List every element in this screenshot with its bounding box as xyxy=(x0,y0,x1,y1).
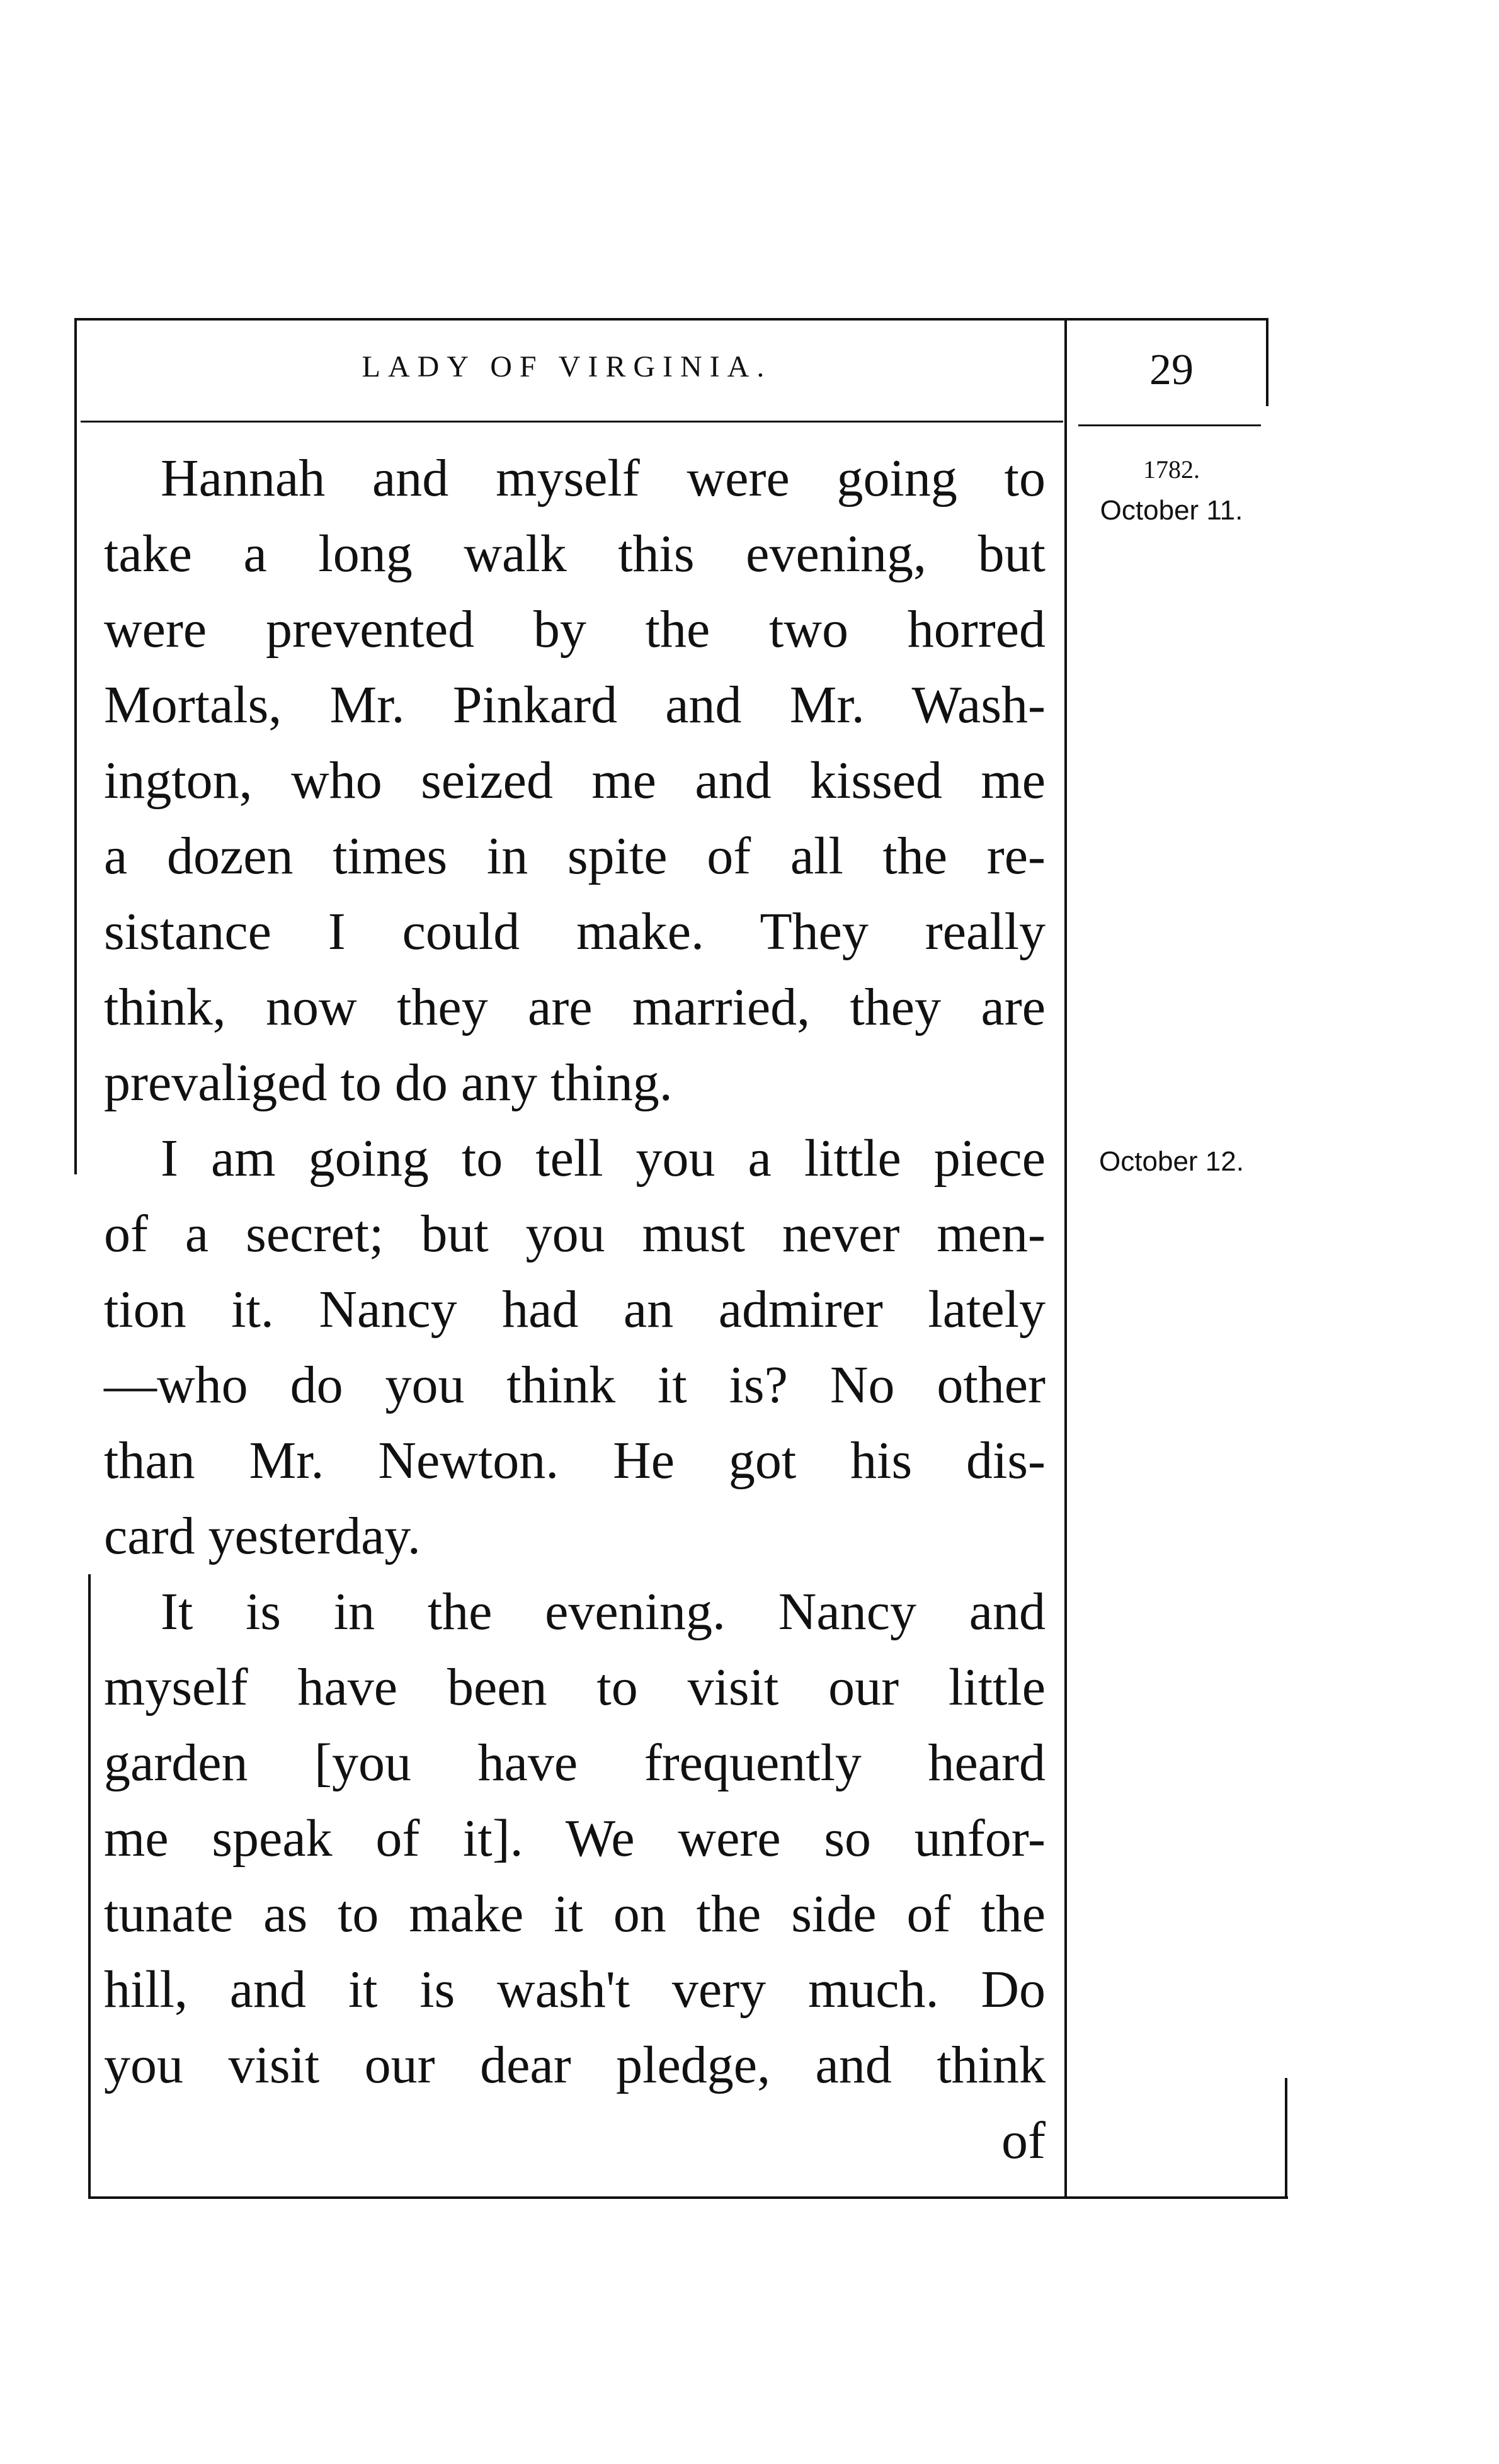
catchword: of xyxy=(1001,2111,1046,2170)
page-number: 29 xyxy=(1149,346,1194,394)
column-divider-rule xyxy=(1064,318,1067,2198)
running-title: LADY OF VIRGINIA. xyxy=(362,350,772,383)
margin-date-october-11: October 11. xyxy=(1100,495,1243,526)
text-line: than Mr. Newton. He got his dis- xyxy=(104,1431,1046,1490)
text-line: prevaliged to do any thing. xyxy=(104,1053,673,1112)
text-line: tunate as to make it on the side of the xyxy=(104,1885,1046,1943)
header-underline-left xyxy=(81,421,1063,423)
text-line: sistance I could make. They really xyxy=(104,902,1046,961)
text-line: hill, and it is wash't very much. Do xyxy=(104,1960,1046,2019)
text-line: tion it. Nancy had an admirer lately xyxy=(104,1280,1046,1339)
text-line: card yesterday. xyxy=(104,1507,421,1565)
text-line: I am going to tell you a little piece xyxy=(161,1129,1046,1188)
text-line: of a secret; but you must never men- xyxy=(104,1205,1046,1263)
text-line: garden [you have frequently heard xyxy=(104,1734,1046,1792)
text-line: Mortals, Mr. Pinkard and Mr. Wash- xyxy=(104,676,1046,734)
text-line: you visit our dear pledge, and think xyxy=(104,2036,1046,2094)
text-line: Hannah and myself were going to xyxy=(161,449,1046,508)
text-line: me speak of it]. We were so unfor- xyxy=(104,1809,1046,1868)
text-line: take a long walk this evening, but xyxy=(104,525,1046,583)
text-line: It is in the evening. Nancy and xyxy=(161,1582,1046,1641)
margin-year: 1782. xyxy=(1143,455,1200,484)
top-border-rule xyxy=(76,318,1266,321)
left-border-rule xyxy=(74,318,77,1174)
letter-body xyxy=(104,441,1046,2179)
text-line: —who do you think it is? No other xyxy=(104,1356,1046,1414)
header-underline-right xyxy=(1078,424,1261,426)
text-line: were prevented by the two horred xyxy=(104,600,1046,659)
right-border-rule-lower xyxy=(1285,2078,1287,2198)
bottom-border-rule xyxy=(88,2196,1288,2199)
text-line: ington, who seized me and kissed me xyxy=(104,751,1046,810)
left-border-rule-lower xyxy=(88,1574,91,2198)
margin-date-october-12: October 12. xyxy=(1099,1146,1244,1177)
text-line: think, now they are married, they are xyxy=(104,978,1046,1036)
text-line: myself have been to visit our little xyxy=(104,1658,1046,1717)
text-line: a dozen times in spite of all the re- xyxy=(104,827,1046,885)
